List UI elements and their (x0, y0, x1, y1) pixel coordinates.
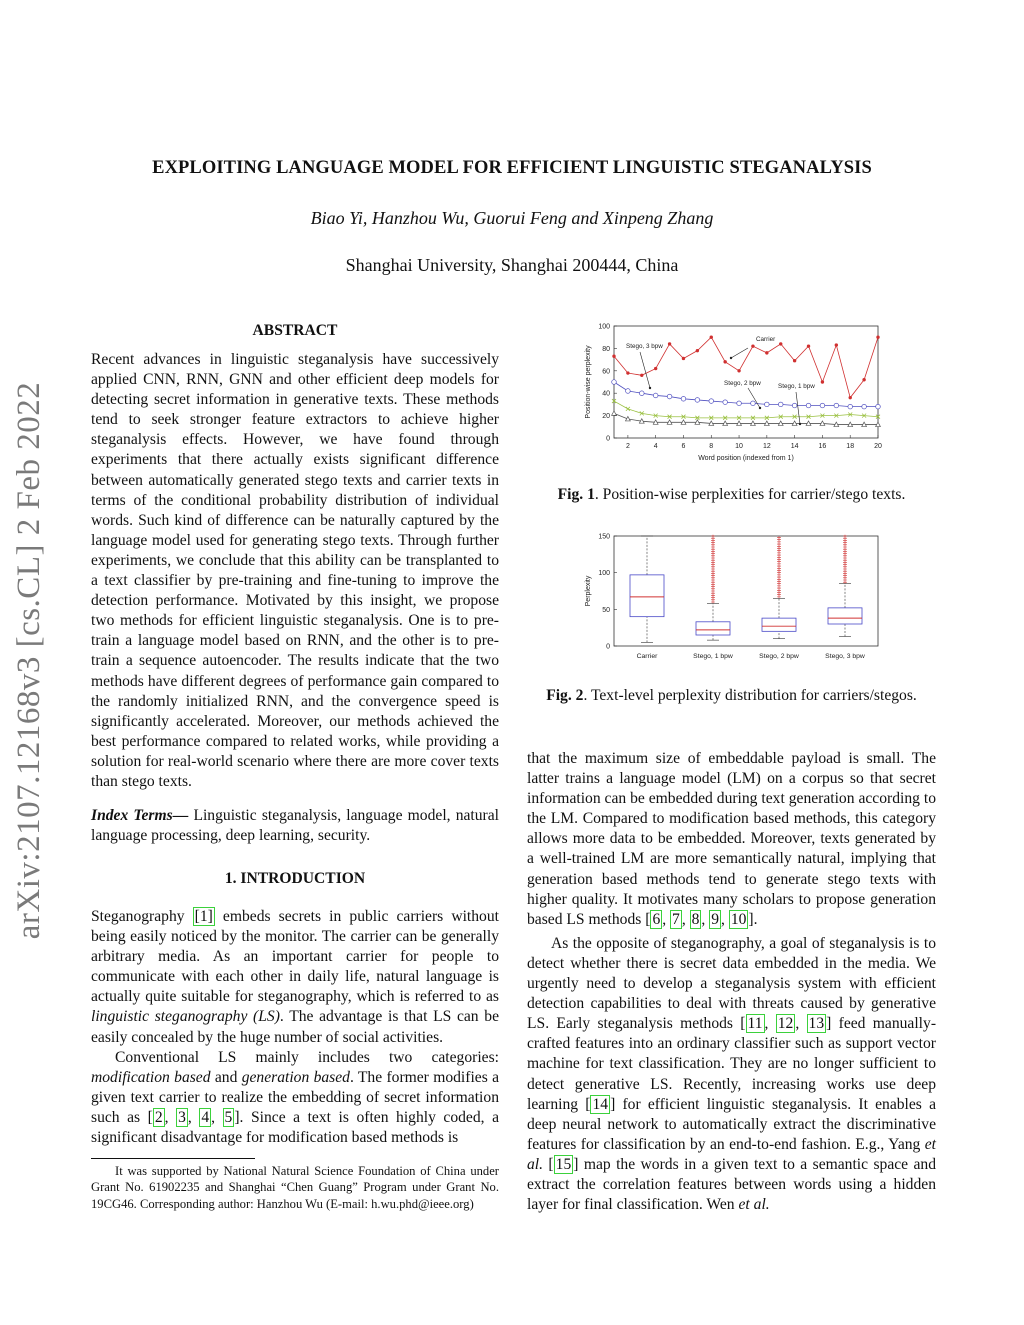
citation-link[interactable]: 3 (178, 1108, 186, 1126)
data-point (626, 389, 631, 394)
box (762, 618, 796, 631)
category-label: Stego, 3 bpw (825, 653, 865, 660)
citation-link[interactable]: 4 (201, 1108, 210, 1126)
abstract-text: Recent advances in linguistic steganalysis have successively applied CNN, RNN, GNN and other efficient deep models for detecting secret information in generative texts. These methods tend to seek stronger feature extractors to achieve higher steganalysis effects. However, we have found through experiments that there actually exists significant difference between automatically generated stego texts and carrier texts in terms of the conditional probability distribution of individual words. Such kind of difference can be naturally captured by the language model used for generating stego texts. Through further experiments, we conclude that this ability can be transplanted to a text classifier by pre-training and fine-tuning to improve the detection performance. Motivated by this insight, we propose two methods for efficient linguistic steganalysis. One is to pre-train a language model based on RNN, and the other is to pre-train a sequence autoencoder. The results indicate that the two methods have different degrees of performance gain compared to the randomly initialized RNN, and the convergence speed is significantly accelerated. Moreover, our methods achieved the best performance compared to related works, while providing a solution for real-world scenario where there are more cover texts than stego texts. (91, 351, 499, 790)
intro-column (91, 907, 499, 1148)
box (696, 622, 730, 635)
citation-link[interactable]: 7 (672, 910, 680, 928)
data-point (737, 401, 742, 406)
figure-2-caption: Fig. 2. Text-level perplexity distribution for carriers/stegos. (546, 687, 917, 704)
intro-heading: 1. INTRODUCTION (224, 870, 366, 887)
y-tick-label: 100 (598, 570, 610, 578)
data-point (778, 402, 783, 407)
data-point (834, 403, 839, 408)
y-tick-label: 50 (602, 606, 610, 614)
figure-2-box-plot (578, 530, 888, 670)
data-point (821, 380, 824, 383)
category-label: Stego, 2 bpw (759, 653, 799, 660)
x-tick-label: 8 (709, 443, 714, 450)
figure-1-line-chart (578, 318, 888, 468)
y-axis-label: Position-wise perplexity (585, 345, 592, 419)
y-tick-label: 80 (602, 345, 610, 353)
data-point (723, 400, 728, 405)
data-point (792, 403, 797, 408)
citation-link[interactable]: [1] (194, 908, 213, 925)
data-point (639, 391, 644, 396)
y-tick-label: 0 (606, 643, 610, 651)
box (828, 608, 862, 624)
figure-1-caption: Fig. 1. Position-wise perplexities for carrier/stego texts. (557, 486, 906, 503)
paper-title: EXPLOITING LANGUAGE MODEL FOR EFFICIENT LINGUISTIC STEGANALYSIS (152, 158, 872, 178)
data-point (835, 343, 838, 346)
citation-link[interactable]: 9 (711, 910, 720, 928)
outlier-mark (777, 536, 781, 539)
annotation-arrow (796, 392, 800, 424)
x-tick-label: 20 (874, 443, 882, 450)
category-label: Stego, 1 bpw (693, 653, 733, 660)
outlier-mark (843, 535, 847, 538)
citation-link[interactable]: 12 (777, 1015, 794, 1033)
data-point (876, 404, 881, 409)
data-point (751, 401, 756, 406)
data-point (612, 380, 617, 385)
annotation-arrowhead (759, 407, 761, 409)
citation-link[interactable]: 13 (808, 1015, 825, 1033)
arxiv-stamp: arXiv:2107.12168v3 [cs.CL] 2 Feb 2022 (11, 381, 48, 939)
annotation-arrow (731, 348, 748, 358)
intro-paragraph-2: Conventional LS mainly includes two categories: modification based and generation based. The former modifies a given text carrier to realize the embedding of secret information such as [ 2 , 3 , 4 , 5 ]. Since a text is often highly coded, a significant disadvantage for modification based methods is (91, 1048, 500, 1147)
affiliation: Shanghai University, Shanghai 200444, China (345, 255, 679, 275)
x-tick-label: 12 (762, 443, 771, 450)
intro-paragraph-1: Steganography [1] embeds secrets in public carriers without being easily noticed by the monitor. The carrier can be generally arbitrary media. As an important carrier for people to communicate with each other in daily life, natural language is actually quite suitable for steganography, which is referred to as linguistic steganography (LS). The advantage is that LS can be easily concealed by the huge number of social activities. (91, 908, 499, 1046)
data-point (640, 374, 643, 377)
data-point (682, 357, 685, 360)
data-point (862, 378, 865, 381)
citation-link[interactable]: 8 (691, 910, 700, 928)
category-label: Carrier (636, 653, 658, 660)
annotation-arrowhead (730, 357, 732, 359)
data-point (612, 411, 617, 416)
citation-link[interactable]: 10 (730, 910, 747, 928)
data-point (709, 399, 714, 404)
index-terms-label: Index Terms— (91, 807, 189, 825)
footnote-rule (91, 1158, 255, 1159)
annotation-arrowhead (799, 423, 801, 425)
x-tick-label: 4 (653, 443, 658, 450)
right-paragraph-1: that the maximum size of embeddable payload is small. The latter trains a language model (LM) on a corpus so that secret information can be embedded during text generation according to the LM. Compared to modification based methods, this category allows more data to be embedded. Moreover, texts generated by a well-trained LM are more semantically natural, implying that generation based methods tend to generate stego texts with higher quality. It motivates many scholars to propose generation based LS methods [ 6 , 7 , 8 , 9 , 10 ]. (527, 750, 936, 928)
authors: Biao Yi, Hanzhou Wu, Guorui Feng and Xinpeng Zhang (310, 208, 714, 228)
y-tick-label: 100 (598, 323, 610, 331)
data-point (667, 394, 672, 399)
data-point (696, 349, 699, 352)
data-point (654, 367, 657, 370)
x-tick-label: 16 (818, 443, 827, 450)
citation-link[interactable]: 2 (154, 1108, 163, 1126)
y-axis-label: Perplexity (585, 575, 592, 607)
box (630, 575, 664, 617)
data-point (681, 397, 686, 402)
annotation-arrowhead (649, 387, 651, 389)
data-point (723, 360, 726, 363)
data-point (626, 407, 630, 411)
x-tick-label: 10 (735, 443, 743, 450)
data-point (612, 355, 615, 358)
data-point (848, 404, 853, 409)
data-point (695, 398, 700, 403)
footnote: It was supported by National Natural Science Foundation of China under Grant No. 61902235 and Shanghai “Chen Guang” Program under Grant No. 19CG46. Corresponding author: Hanzhou Wu (E-mail: h.wu.phd@ieee.org) (91, 1164, 499, 1211)
left-column (91, 350, 499, 846)
annotation-label: Stego, 2 bpw (724, 380, 761, 387)
abstract-heading: ABSTRACT (252, 322, 338, 339)
x-tick-label: 18 (846, 443, 855, 450)
outlier-mark (711, 535, 715, 538)
data-point (751, 344, 754, 347)
citation-link[interactable]: 11 (747, 1015, 763, 1033)
data-point (806, 403, 811, 408)
data-point (765, 402, 770, 407)
y-tick-label: 60 (602, 368, 610, 376)
data-point (862, 404, 867, 409)
y-tick-label: 150 (598, 533, 610, 541)
data-point (765, 351, 768, 354)
data-point (820, 403, 825, 408)
data-point (710, 336, 713, 339)
data-point (668, 342, 671, 345)
citation-link[interactable]: 5 (224, 1108, 233, 1126)
annotation-label: Stego, 1 bpw (778, 383, 815, 390)
y-tick-label: 0 (606, 435, 610, 443)
right-paragraph-2: As the opposite of steganography, a goal of steganalysis is to detect whether there is secret data embedded in the media. We urgently need to develop a steganalysis system with efficient detection capabilities to deal with threats caused by generative LS. Early steganalysis methods [ 11 , 12 , 13 ] feed manually-crafted features into an ordinary classifier such as support vector machine for text classification. They are no longer sufficient to detect generative LS. Recently, increasing works use deep learning [ 14 ] for efficient linguistic steganalysis. It enables a deep neural network to automatically extract the discriminative features for classification by an end-to-end fashion. E.g., Yang et al. [ 15 ] map the words in a given text to a semantic space and extract the correlation features between words using a hidden layer for final classification. Wen et al. (527, 934, 937, 1214)
annotation-arrow (640, 352, 650, 388)
citation-link[interactable]: 14 (592, 1095, 609, 1113)
x-axis-label: Word position (indexed from 1) (698, 455, 794, 462)
data-point (779, 342, 782, 345)
right-column (527, 749, 936, 1215)
annotation-label: Carrier (756, 336, 776, 343)
data-point (653, 393, 658, 398)
x-tick-label: 14 (790, 443, 799, 450)
citation-link[interactable]: 15 (555, 1155, 572, 1173)
data-point (849, 396, 852, 399)
y-tick-label: 40 (602, 390, 610, 398)
annotation-label: Stego, 3 bpw (626, 343, 663, 350)
data-point (807, 344, 810, 347)
x-tick-label: 6 (681, 443, 686, 450)
x-tick-label: 2 (625, 443, 630, 450)
y-tick-label: 20 (602, 413, 610, 421)
index-terms: Index Terms— Linguistic steganalysis, language model, natural language processing, deep learning, security. (91, 807, 500, 845)
data-point (626, 371, 629, 374)
data-point (876, 336, 879, 339)
data-point (793, 359, 796, 362)
citation-link[interactable]: 6 (652, 910, 661, 928)
data-point (737, 369, 740, 372)
